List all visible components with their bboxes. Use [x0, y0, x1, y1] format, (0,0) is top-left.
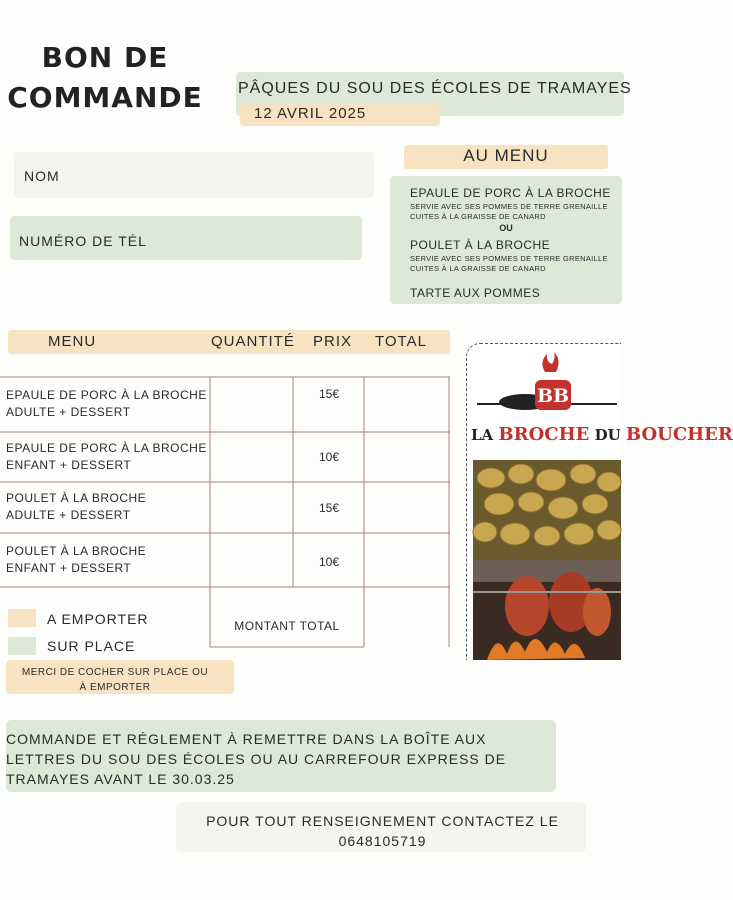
header-quantite: QUANTITÉ [211, 333, 295, 350]
phone-label: NUMÉRO DE TÉL [19, 233, 147, 249]
row-4-price: 10€ [318, 555, 340, 569]
contact-phone: 0648105719 [338, 833, 427, 849]
table-row-2-label [6, 440, 207, 474]
menu-item-1-desc-line-2: CUITES À LA GRAISSE DE CANARD [410, 212, 546, 221]
title-line-1: BON DE [41, 41, 169, 74]
table-row-4-label [6, 543, 146, 577]
event-title: PÂQUES DU SOU DES ÉCOLES DE TRAMAYES [238, 80, 632, 97]
sur-place-label: SUR PLACE [47, 638, 136, 654]
header-total: TOTAL [375, 333, 427, 350]
menu-item-3: TARTE AUX POMMES [410, 286, 541, 300]
row-1-quantity-cell[interactable] [211, 378, 293, 432]
note-line-1: MERCI DE COCHER SUR PLACE OU [21, 667, 209, 678]
page-title [0, 38, 210, 118]
menu-item-2-desc-line-2: CUITES À LA GRAISSE DE CANARD [410, 264, 546, 273]
ad-brand-name [471, 424, 733, 445]
ad-word-boucher: BOUCHER [625, 424, 733, 445]
row-2-line-1: EPAULE DE PORC À LA BROCHE [6, 441, 207, 455]
sur-place-checkbox[interactable] [8, 637, 36, 655]
table-row-3-label [6, 490, 146, 524]
row-2-price: 10€ [318, 450, 340, 464]
ad-word-du: DU [594, 426, 621, 444]
header-prix: PRIX [313, 333, 353, 350]
menu-item-1-desc-line-1: SERVIE AVEC SES POMMES DE TERRE GRENAILLE [410, 202, 608, 211]
row-3-price: 15€ [318, 501, 340, 515]
flame-icon [542, 352, 558, 372]
row-4-quantity-cell[interactable] [211, 534, 293, 587]
footer-instructions [6, 729, 546, 789]
menu-item-2: POULET À LA BROCHE [410, 238, 551, 252]
menu-item-2-desc-line-1: SERVIE AVEC SES POMMES DE TERRE GRENAILLE [410, 254, 608, 263]
monogram-text: BB [536, 385, 570, 407]
montant-total-label: MONTANT TOTAL [234, 619, 340, 633]
ad-word-la: LA [471, 426, 494, 444]
row-1-line-1: EPAULE DE PORC À LA BROCHE [6, 388, 207, 402]
emporter-label: A EMPORTER [47, 611, 149, 627]
contact-info [180, 811, 585, 851]
row-2-quantity-cell[interactable] [211, 433, 293, 482]
row-3-line-2: ADULTE + DESSERT [6, 508, 131, 522]
footer-line-1: COMMANDE ET RÉGLEMENT À REMETTRE DANS LA BOÎTE AUX [6, 731, 487, 747]
event-date: 12 AVRIL 2025 [254, 105, 367, 122]
menu-item-1-desc [410, 202, 608, 222]
name-label: NOM [24, 168, 60, 184]
au-menu-title: AU MENU [463, 146, 549, 165]
header-menu: MENU [48, 333, 97, 350]
note-text [8, 665, 222, 695]
row-4-line-2: ENFANT + DESSERT [6, 561, 132, 575]
title-line-2: COMMANDE [7, 81, 203, 114]
ad-illustration [467, 344, 621, 660]
footer-line-2: LETTRES DU SOU DES ÉCOLES OU AU CARREFOUR EXPRESS DE [6, 751, 507, 767]
emporter-checkbox[interactable] [8, 609, 36, 627]
menu-item-2-desc [410, 254, 608, 274]
row-3-quantity-cell[interactable] [211, 483, 293, 533]
row-4-line-1: POULET À LA BROCHE [6, 544, 147, 558]
row-1-price: 15€ [318, 387, 340, 401]
footer-line-3: TRAMAYES AVANT LE 30.03.25 [6, 771, 235, 787]
table-row-1-label [6, 387, 207, 421]
ad-word-broche: BROCHE [498, 424, 590, 445]
contact-line: POUR TOUT RENSEIGNEMENT CONTACTEZ LE [206, 813, 559, 829]
row-3-line-1: POULET À LA BROCHE [6, 491, 147, 505]
advertisement-image [466, 343, 733, 660]
menu-separator: OU [499, 223, 513, 233]
note-line-2: À EMPORTER [79, 682, 151, 693]
row-2-line-2: ENFANT + DESSERT [6, 458, 132, 472]
menu-item-1: EPAULE DE PORC À LA BROCHE [410, 186, 611, 200]
row-1-line-2: ADULTE + DESSERT [6, 405, 131, 419]
name-field[interactable] [14, 152, 374, 198]
